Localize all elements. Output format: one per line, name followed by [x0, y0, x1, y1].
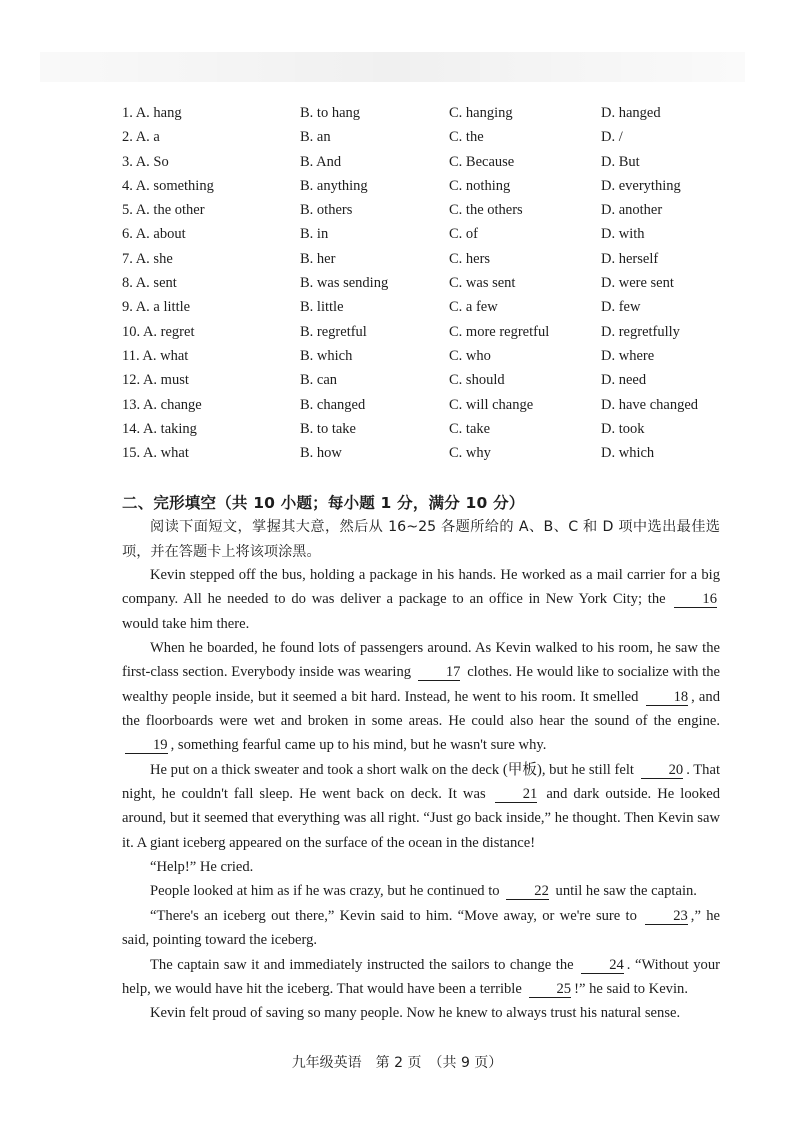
option-row	[122, 251, 722, 275]
paragraph-1: Kevin stepped off the bus, holding a package in his hands. He worked as a mail carrier for a big company. All he needed to do was deliver a package to an office in New York City; the 16 would take him there.	[122, 567, 720, 632]
option-c: C. who	[449, 347, 491, 364]
cloze-passage	[122, 563, 720, 1026]
option-d: D. have changed	[601, 396, 699, 413]
option-d: D. few	[601, 299, 641, 316]
option-row	[122, 372, 722, 396]
option-d: D. But	[601, 153, 640, 170]
option-b: B. how	[300, 445, 342, 462]
paragraph-7: The captain saw it and immediately instructed the sailors to change the 24 . “Without your help, we would have hit the iceberg. That would have been a terrible 25 !” he said to Kevin.	[122, 956, 720, 997]
option-row	[122, 275, 722, 299]
option-c: C. a few	[449, 299, 498, 316]
option-c: C. hers	[449, 250, 491, 267]
option-a: 7. A. she	[122, 250, 173, 267]
option-b: B. And	[300, 153, 342, 170]
option-b: B. her	[300, 250, 336, 267]
option-d: D. /	[601, 129, 623, 146]
paragraph-5: People looked at him as if he was crazy, but he continued to 22 until he saw the captain.	[150, 883, 697, 900]
blank-21: 21	[495, 786, 538, 803]
option-a: 1. A. hang	[122, 105, 182, 121]
option-b: B. regretful	[300, 323, 367, 340]
option-a: 8. A. sent	[122, 275, 177, 292]
option-b: B. to take	[300, 420, 356, 437]
option-b: B. anything	[300, 177, 368, 194]
option-c: C. more regretful	[449, 323, 550, 340]
section-heading: 二、完形填空（共 10 小题；每小题 1 分，满分 10 分）	[122, 494, 525, 512]
option-a: 3. A. So	[122, 153, 169, 170]
blank-22: 22	[506, 883, 549, 900]
option-d: D. regretfully	[601, 323, 680, 340]
option-row	[122, 299, 722, 323]
option-c: C. why	[449, 445, 491, 462]
option-b: B. in	[300, 226, 329, 243]
option-c: C. will change	[449, 396, 534, 413]
option-a: 4. A. something	[122, 177, 214, 194]
option-c: C. was sent	[449, 275, 516, 292]
option-a: 15. A. what	[122, 445, 189, 462]
option-row	[122, 445, 722, 469]
option-b: B. was sending	[300, 275, 389, 292]
scan-shading	[40, 52, 745, 82]
option-a: 2. A. a	[122, 129, 160, 146]
option-row	[122, 105, 722, 129]
option-row	[122, 202, 722, 226]
option-d: D. everything	[601, 177, 681, 194]
option-b: B. others	[300, 202, 353, 219]
option-a: 5. A. the other	[122, 202, 205, 219]
option-d: D. herself	[601, 250, 659, 267]
option-c: C. take	[449, 420, 491, 437]
option-row	[122, 421, 722, 445]
option-a: 11. A. what	[122, 347, 189, 364]
option-row	[122, 348, 722, 372]
option-d: D. were sent	[601, 275, 674, 292]
option-a: 14. A. taking	[122, 420, 197, 437]
option-a: 12. A. must	[122, 372, 189, 389]
option-b: B. to hang	[300, 105, 361, 121]
option-row	[122, 397, 722, 421]
page-footer: 九年级英语 第 2 页 （共 9 页）	[291, 1055, 503, 1071]
options-list	[122, 105, 722, 469]
section-instruction: 阅读下面短文，掌握其大意，然后从 16~25 各题所给的 A、B、C 和 D 项中选出最佳选项，并在答题卡上将该项涂黑。	[122, 519, 720, 560]
option-c: C. hanging	[449, 105, 513, 121]
option-c: C. nothing	[449, 177, 511, 194]
option-b: B. can	[300, 372, 338, 389]
option-a: 9. A. a little	[122, 299, 191, 316]
option-d: D. where	[601, 347, 655, 364]
blank-20: 20	[641, 762, 684, 779]
blank-24: 24	[581, 957, 624, 974]
option-c: C. the others	[449, 202, 523, 219]
paragraph-3: He put on a thick sweater and took a short walk on the deck (甲板), but he still felt 20 . That night, he couldn't fall sleep. He went back on deck. It was 21 and dark outside. He looked around, but it seemed that everything was all right. “Just go back inside,” he thought. Then Kevin saw it. A giant iceberg appeared on the surface of the ocean in the distance!	[122, 761, 721, 851]
option-b: B. changed	[300, 396, 366, 413]
option-d: D. another	[601, 202, 663, 219]
option-a: 13. A. change	[122, 396, 202, 413]
option-b: B. little	[300, 299, 344, 316]
option-c: C. Because	[449, 153, 515, 170]
option-c: C. should	[449, 372, 505, 389]
option-d: D. with	[601, 226, 645, 243]
option-a: 6. A. about	[122, 226, 186, 243]
option-d: D. took	[601, 420, 645, 437]
blank-18: 18	[646, 689, 689, 706]
option-row	[122, 129, 722, 153]
option-row	[122, 226, 722, 250]
option-b: B. an	[300, 129, 331, 146]
blank-17: 17	[418, 664, 461, 681]
option-d: D. hanged	[601, 105, 661, 121]
blank-16: 16	[674, 591, 717, 608]
option-d: D. need	[601, 372, 647, 389]
blank-23: 23	[645, 908, 688, 925]
option-row	[122, 178, 722, 202]
option-a: 10. A. regret	[122, 323, 195, 340]
blank-19: 19	[125, 737, 168, 754]
paragraph-2: When he boarded, he found lots of passengers around. As Kevin walked to his room, he saw the first-class section. Everybody inside was wearing 17 clothes. He would like to socialize with the wealthy people inside, but it seemed a bit hard. Instead, he went to his room. It smelled 18 , and the floorboards were wet and broken in some areas. He could also hear the sound of the engine. 19 , something fearful came up to his mind, but he wasn't sure why.	[122, 640, 721, 754]
paragraph-4: “Help!” He cried.	[150, 859, 254, 876]
paragraph-8: Kevin felt proud of saving so many people. Now he knew to always trust his natural sense.	[150, 1005, 681, 1022]
paragraph-6: “There's an iceberg out there,” Kevin said to him. “Move away, or we're sure to 23 ,” he said, pointing toward the iceberg.	[122, 907, 720, 949]
option-b: B. which	[300, 347, 353, 364]
option-c: C. the	[449, 129, 484, 146]
option-d: D. which	[601, 445, 655, 462]
blank-25: 25	[529, 981, 572, 998]
option-row	[122, 154, 722, 178]
option-c: C. of	[449, 226, 478, 243]
option-row	[122, 324, 722, 348]
